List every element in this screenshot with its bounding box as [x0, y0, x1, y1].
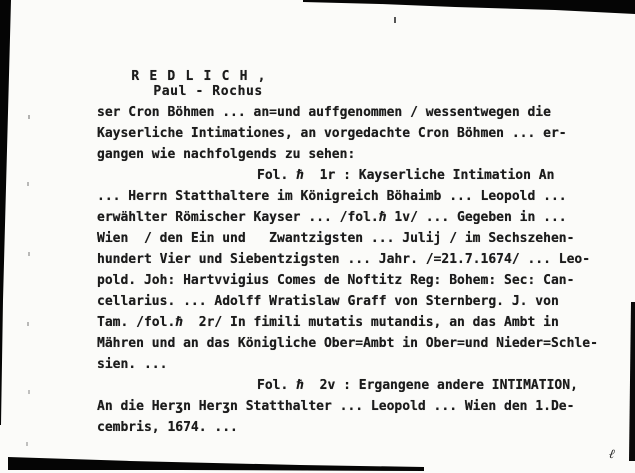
text-line: pold. Joh: Hartvvigius Comes de Noftitz Reg: Bohem: Sec: Can-	[97, 273, 575, 288]
text-line: ... Herrn Statthaltere im Königreich Böhaimb ... Leopold ...	[97, 189, 567, 204]
scan-speck	[26, 442, 28, 446]
text-line: cembris, 1674. ...	[97, 420, 238, 435]
scan-edge-top	[303, 0, 635, 14]
scan-edge-bottom	[8, 457, 424, 471]
document-body	[97, 102, 627, 438]
scan-edge-right	[629, 302, 635, 461]
text-line: Mähren und an das Königliche Ober=Ambt in Ober=und Nieder=Schle-	[97, 336, 598, 351]
text-line: cellarius. ... Adolff Wratislaw Graff von Sternberg. J. von	[97, 294, 559, 309]
text-line: ser Cron Böhmen ... an=und auffgenommen / wessentwegen die	[97, 105, 551, 120]
handwritten-corner-mark: ℓ	[607, 446, 616, 463]
text-line: Fol. ℏ 1r : Kayserliche Intimation An	[257, 168, 555, 183]
text-line: hundert Vier und Siebentzigsten ... Jahr. /=21.7.1674/ ... Leo-	[97, 252, 591, 267]
text-line: An die Herʒn Herʒn Statthalter ... Leopold ... Wien den 1.De-	[97, 399, 575, 414]
scan-speck	[27, 322, 29, 326]
scan-speck	[28, 390, 30, 394]
scan-speck	[28, 115, 30, 119]
scan-speck	[394, 17, 396, 23]
text-line: Tam. /fol.ℏ 2r/ In fimili mutatis mutandis, an das Ambt in	[97, 315, 559, 330]
text-line: sien. ...	[97, 357, 168, 372]
scan-edge-left	[0, 0, 11, 425]
scan-speck	[27, 182, 29, 186]
text-line: gangen wie nachfolgends zu sehen:	[97, 147, 356, 162]
text-line: Fol. ℏ 2v : Ergangene andere INTIMATION,	[257, 378, 578, 393]
text-line: Kayserliche Intimationes, an vorgedachte Cron Böhmen ... er-	[97, 126, 567, 141]
scan-speck	[28, 252, 30, 256]
text-line: erwählter Römischer Kayser ... /fol.ℏ 1v/ ... Gegeben in ...	[97, 210, 567, 225]
header-surname: R E D L I C H ,	[131, 69, 267, 84]
text-line: Wien / den Ein und Zwantzigsten ... Julij / im Sechszehen-	[97, 231, 575, 246]
header-forename: Paul - Rochus	[153, 84, 263, 99]
